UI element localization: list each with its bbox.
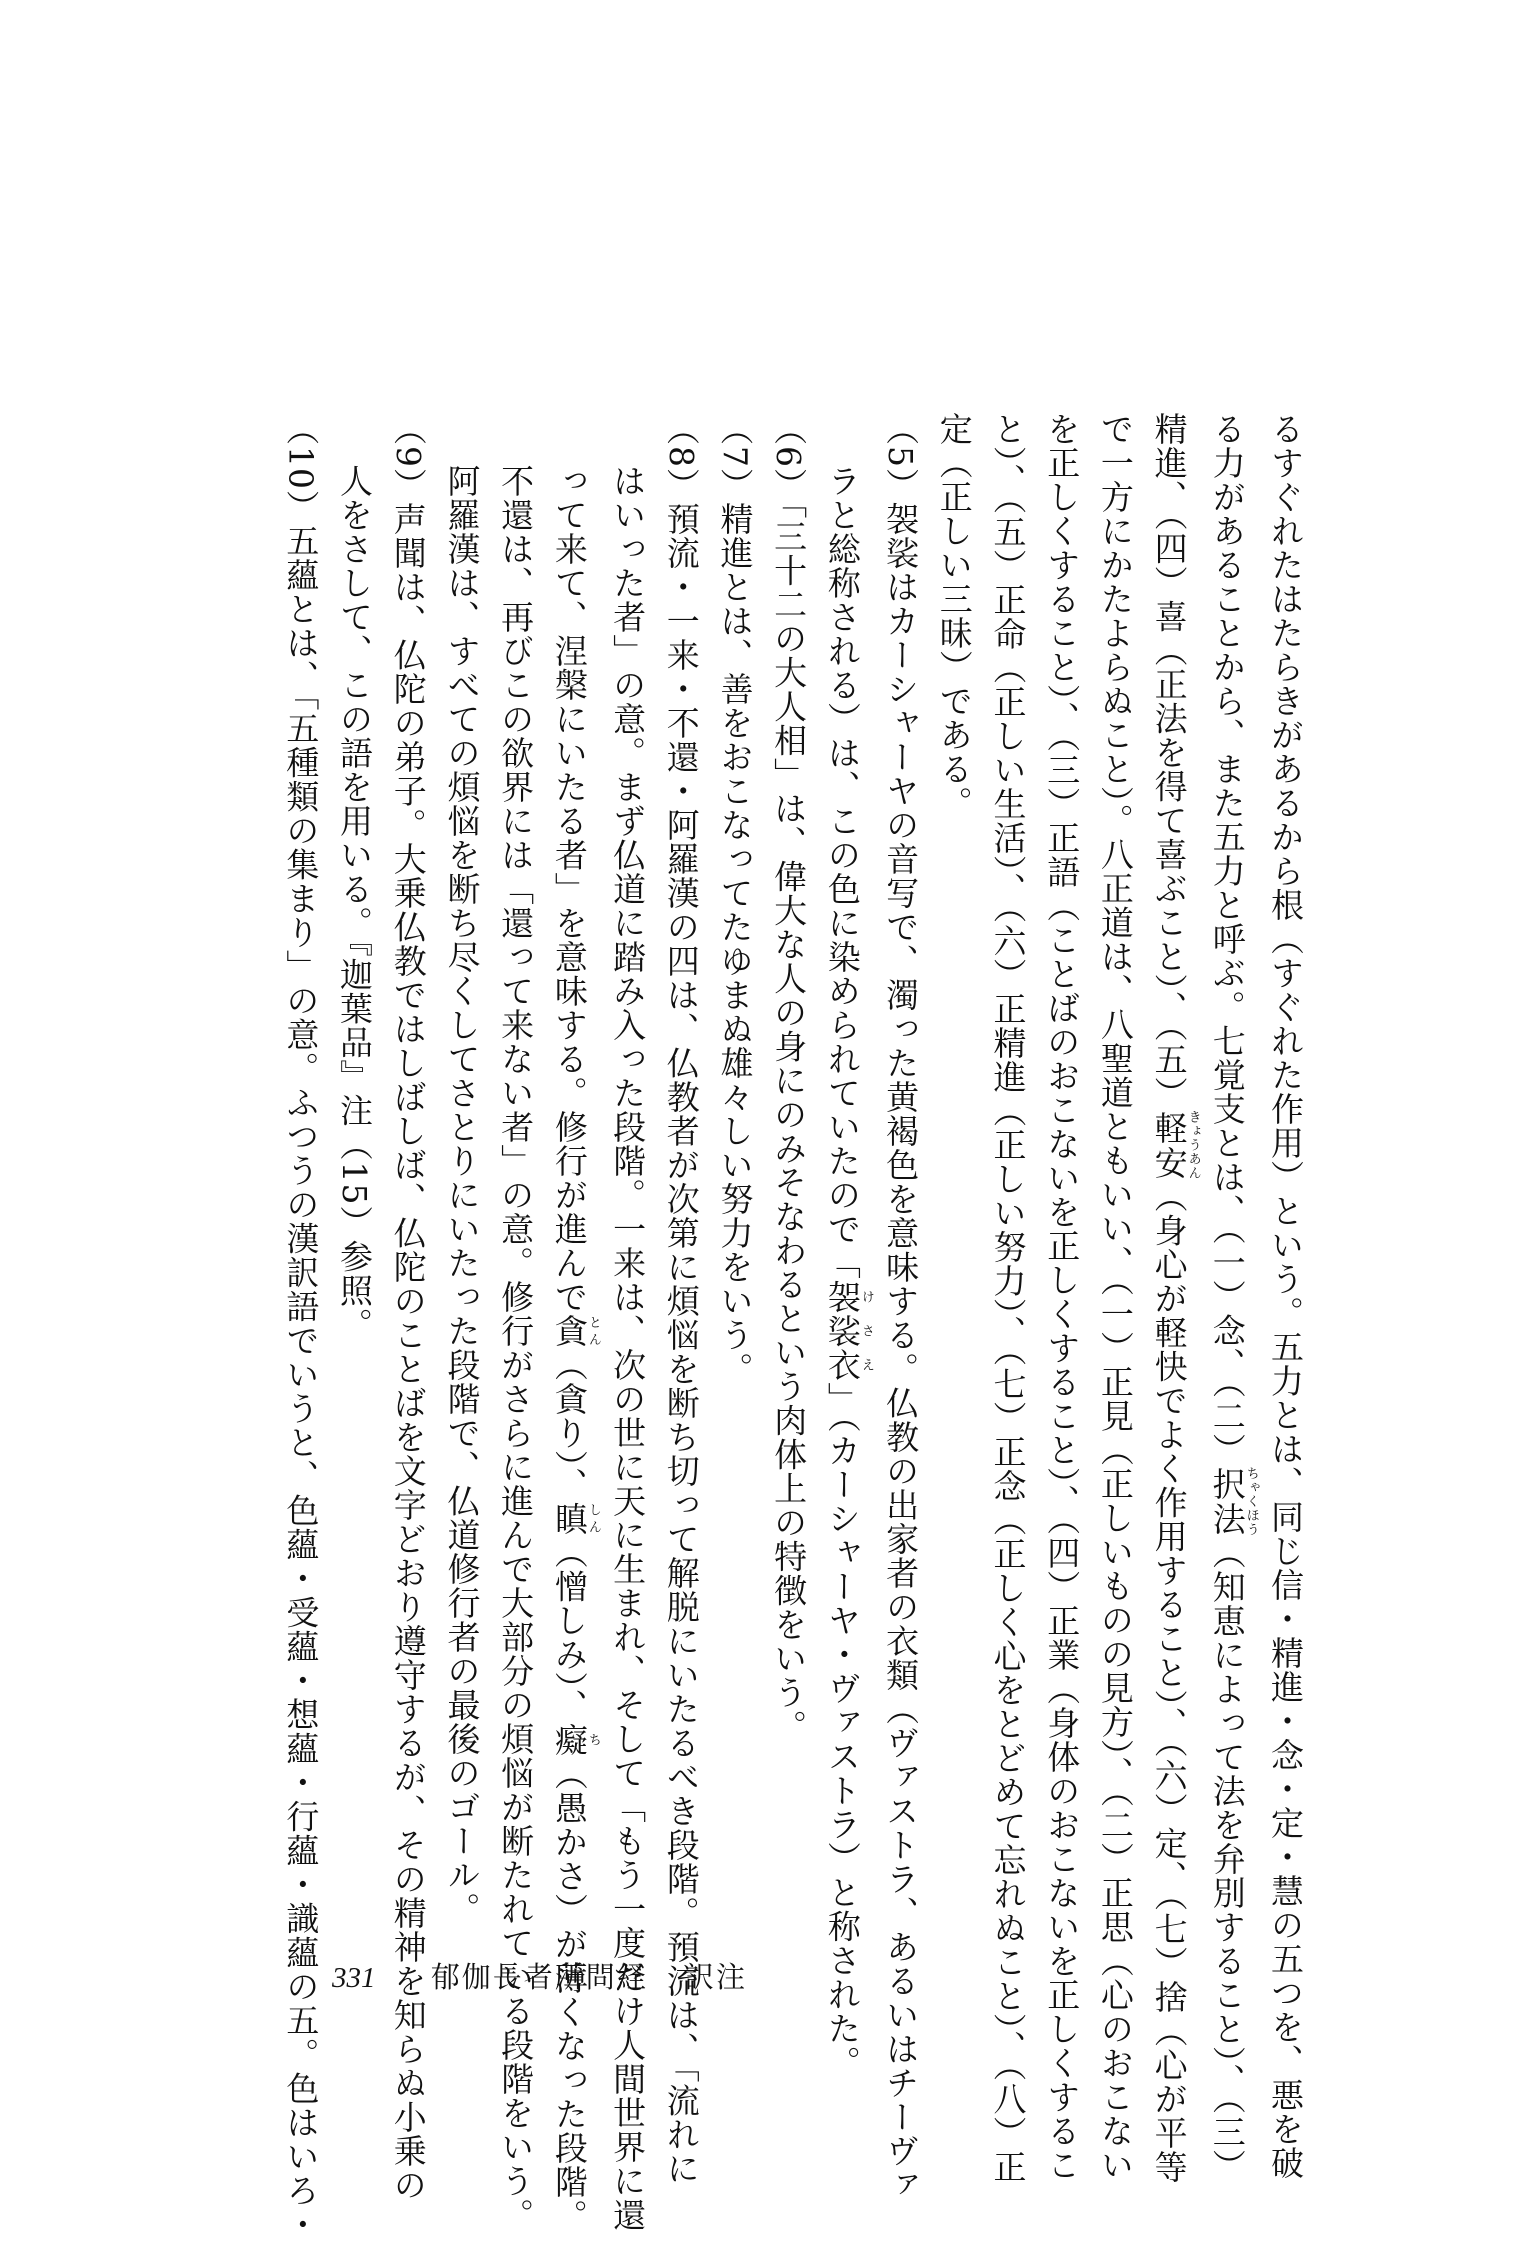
ruby-base: 貪 xyxy=(549,1314,589,1348)
text-segment: るすぐれたはたらきがあるから根（すぐれた作用）という。五力とは、同じ信・精進・念・定・慧の五つを、悪を破 xyxy=(1266,412,1305,2180)
ruby-base: 袈裟衣 xyxy=(822,1280,862,1382)
text-line xyxy=(1142,412,1201,2184)
text-line xyxy=(600,412,654,2232)
text-segment: はいった者」の意。まず仏道に踏み入った段階。一来は、次の世に天に生まれ、そして「もう一度だけ人間世界に還 xyxy=(608,464,648,2232)
text-segment: （9）声聞は、仏陀の弟子。大乗仏教ではしばしば、仏陀のことばを文字どおり遵守するが、その精神を知らぬ小乗の xyxy=(388,412,428,2202)
ruby-base: 癡 xyxy=(549,1723,589,1757)
text-segment: 人をさして、この語を用いる。『迦葉品』注（15）参照。 xyxy=(335,464,375,1342)
text-segment: （10）五蘊とは、「五種類の集まり」の意。ふつうの漢訳語でいうと、色蘊・受蘊・想蘊・行蘊・識蘊の五。色はいろ・ xyxy=(281,412,321,2242)
text-line xyxy=(327,412,381,1942)
text-line xyxy=(873,412,927,2202)
text-segment: 不還は、再びこの欲界には「還って来ない者」の意。修行がさらに進んで大部分の煩悩が断たれている段階をいう。 xyxy=(496,464,536,2232)
ruby-base: 択法 xyxy=(1207,1466,1247,1537)
ruby-reading: とん xyxy=(585,1314,601,1348)
text-line xyxy=(1088,412,1142,2182)
text-line xyxy=(381,412,435,2202)
text-segment: （6）「三十二の大人相」は、偉大な人の身にのみそなわるという肉体上の特徴をいう。 xyxy=(769,412,809,1744)
ruby-annotated-word xyxy=(1207,1466,1259,1537)
ruby-annotated-word xyxy=(549,1314,601,1348)
ruby-base: 瞋 xyxy=(549,1501,589,1536)
text-line xyxy=(488,412,542,2232)
text-line xyxy=(761,412,815,1942)
running-title: 郁伽長者所問経 xyxy=(430,1960,648,1994)
ruby-reading: けさえ xyxy=(858,1280,874,1382)
text-segment: 精進、（四）喜（正法を得て喜ぶこと）、（五） xyxy=(1149,412,1189,1111)
text-segment: る力があることから、また五力と呼ぶ。七覚支とは、（一）念、（二） xyxy=(1207,412,1247,1467)
text-segment: と）、（五）正命（正しい生活）、（六）正精進（正しい努力）、（七）正念（正しく心をとどめて忘れぬこと）、（八）正 xyxy=(988,412,1028,2184)
text-segment: （知恵によって法を弁別すること）、（三） xyxy=(1207,1536,1247,2183)
ruby-base: 軽安 xyxy=(1149,1110,1189,1180)
text-segment: （愚かさ）が薄くなった段階。 xyxy=(549,1757,589,2233)
text-line xyxy=(981,412,1035,2184)
text-segment: ラと総称される）は、この色に染められていたので「 xyxy=(822,464,862,1280)
text-line xyxy=(1034,412,1088,2182)
text-segment: （7）精進とは、善をおこなってたゆまぬ雄々しい努力をいう。 xyxy=(715,412,755,1386)
ruby-reading: ち xyxy=(585,1723,601,1757)
ruby-reading: ちゃくほう xyxy=(1243,1466,1259,1537)
ruby-annotated-word xyxy=(822,1280,874,1382)
text-segment: で一方にかたよらぬこと）。八正道は、八聖道ともいい、（一）正見（正しいものの見方）、（二）正思（心のおこない xyxy=(1095,412,1135,2182)
text-segment: （身心が軽快でよく作用すること）、（六）定、（七）捨（心が平等 xyxy=(1149,1179,1189,2184)
page-number: 331 xyxy=(332,1962,376,1994)
running-section: 訳注 xyxy=(684,1960,747,1994)
text-segment: 」（カーシャーヤ・ヴァストラ）と称された。 xyxy=(822,1382,862,2080)
text-line xyxy=(1200,412,1259,2183)
text-segment: （貪り）、 xyxy=(549,1348,589,1502)
ruby-annotated-word xyxy=(549,1501,601,1536)
text-line xyxy=(815,412,874,2080)
text-line xyxy=(654,412,708,2186)
text-line xyxy=(708,412,762,1942)
text-segment: （8）預流・一来・不還・阿羅漢の四は、仏教者が次第に煩悩を断ち切って解脱にいたるべき段階。預流は、「流れに xyxy=(661,412,701,2186)
text-segment: （5）袈裟はカーシャーヤの音写で、濁った黄褐色を意味する。仏教の出家者の衣類（ヴァストラ、あるいはチーヴァ xyxy=(881,412,921,2202)
text-segment: 阿羅漢は、すべての煩悩を断ち尽くしてさとりにいたった段階で、仏道修行者の最後のゴール。 xyxy=(442,464,482,1926)
text-line xyxy=(274,412,328,2242)
text-segment: （憎しみ）、 xyxy=(549,1535,589,1723)
ruby-annotated-word xyxy=(549,1723,601,1757)
text-line xyxy=(542,412,601,2233)
text-line xyxy=(435,412,489,1942)
page-footer xyxy=(332,1955,747,1996)
text-line xyxy=(927,412,981,1942)
ruby-annotated-word xyxy=(1149,1110,1201,1180)
text-segment: 定（正しい三昧）である。 xyxy=(934,412,974,820)
ruby-reading: しん xyxy=(585,1501,601,1536)
text-segment: って来て、涅槃にいたる者」を意味する。修行が進んで xyxy=(549,464,589,1314)
ruby-reading: きょうあん xyxy=(1185,1110,1201,1180)
text-segment: を正しくすること）、（三）正語（ことばのおこないを正しくすること）、（四）正業（身体のおこないを正しくするこ xyxy=(1042,412,1082,2182)
text-line xyxy=(1258,412,1312,2180)
